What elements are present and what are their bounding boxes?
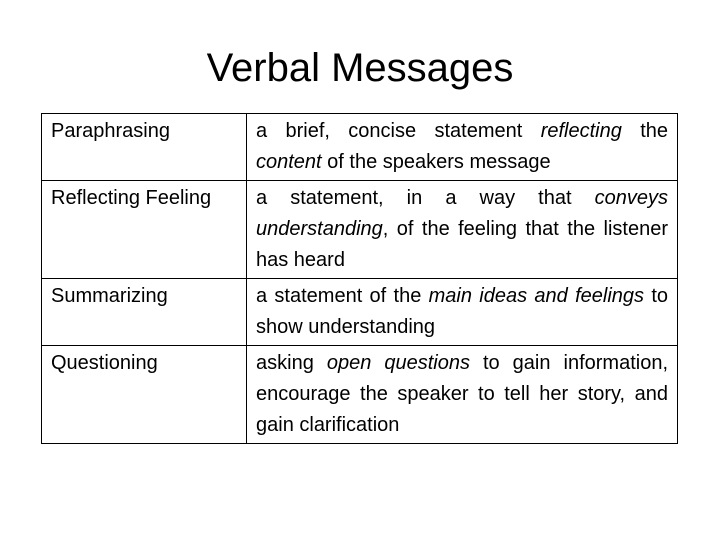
table-row [42,346,678,444]
table-row [42,114,678,181]
description-text: the [621,120,669,142]
description-text: , of the feeling that the listener has heard [256,218,668,271]
emphasized-text: main ideas and feelings [428,285,645,307]
description-cell [247,114,678,181]
table-row [42,279,678,346]
table-row [42,181,678,279]
term-cell: Reflecting Feeling [42,181,247,279]
description-cell [247,346,678,444]
emphasized-text: content [256,151,322,173]
description-text: a statement, in a way that [256,187,595,209]
description-cell [247,181,678,279]
verbal-messages-table [41,113,678,444]
description-text: a statement of the [256,285,429,307]
term-cell: Paraphrasing [42,114,247,181]
page-title: Verbal Messages [206,46,514,90]
description-text: a brief, concise statement [256,120,541,142]
emphasized-text: conveys understanding [256,187,668,240]
term-cell: Summarizing [42,279,247,346]
description-text: of the speakers message [321,151,551,173]
description-text: to show understanding [256,285,668,338]
emphasized-text: open questions [326,352,470,374]
emphasized-text: reflecting [540,120,622,142]
description-text: asking [256,352,327,374]
description-text: to gain information, encourage the speaker to tell her story, and gain clarification [256,352,669,436]
term-cell: Questioning [42,346,247,444]
description-cell [247,279,678,346]
